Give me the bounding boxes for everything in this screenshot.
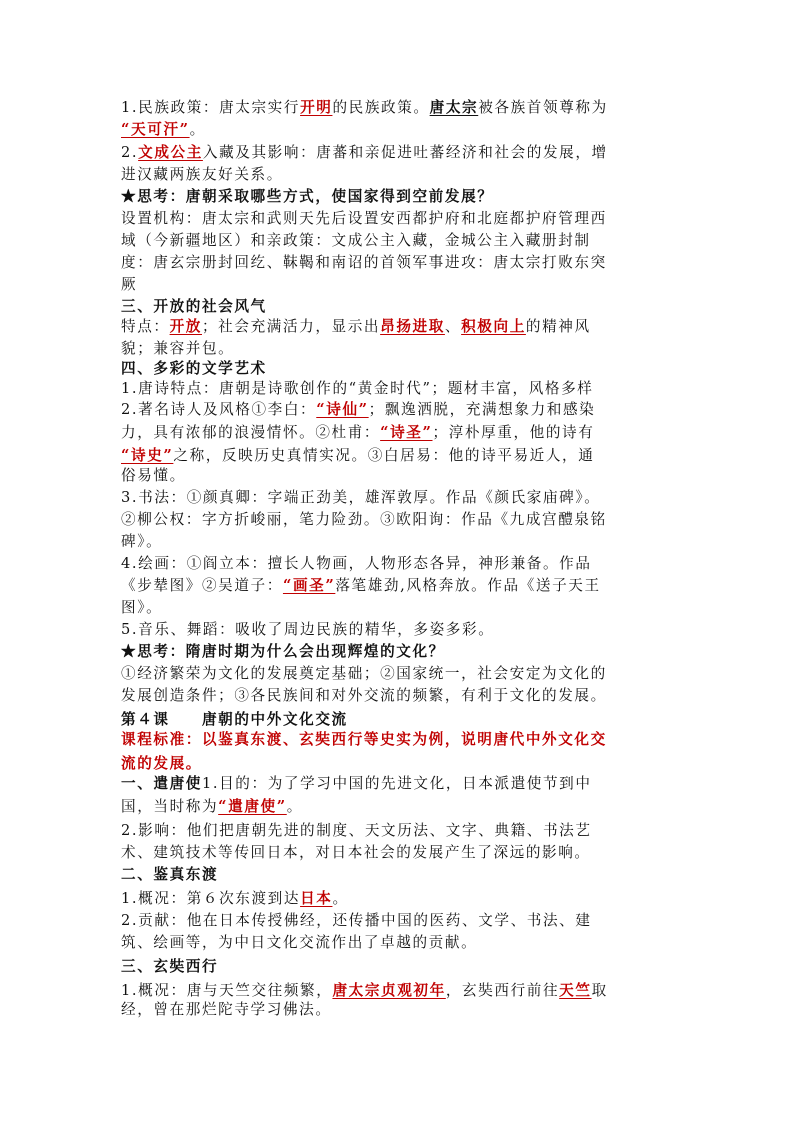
highlighted-term: 积极向上 bbox=[461, 318, 526, 335]
text-line bbox=[121, 187, 493, 207]
text-run: 。 bbox=[189, 121, 206, 138]
text-run: 二、鉴真东渡 bbox=[121, 866, 219, 883]
text-run: ②柳公权：字方折峻丽，笔力险劲。③欧阳询：作品《九成宫醴泉铭 bbox=[121, 511, 607, 528]
text-run: 1.目的：为了学习中国的先进文化，日本派遣使节到中 bbox=[201, 775, 592, 792]
highlighted-term: 天竺 bbox=[559, 982, 592, 999]
text-line bbox=[121, 488, 600, 508]
highlighted-term: 日本 bbox=[300, 890, 333, 907]
text-line bbox=[121, 576, 601, 596]
text-run: 2. bbox=[121, 144, 139, 161]
text-line bbox=[121, 774, 592, 794]
text-line bbox=[121, 843, 591, 863]
highlighted-term: 流的发展。 bbox=[121, 755, 202, 772]
text-run: 发展创造条件；③各民族间和对外交流的频繁，有利于文化的发展。 bbox=[121, 687, 607, 704]
text-line bbox=[121, 466, 186, 486]
text-run: ；淳朴厚重，他的诗有 bbox=[432, 424, 595, 441]
text-run: 第４课 唐朝的中外文化交流 bbox=[121, 711, 348, 728]
text-run: 厥 bbox=[121, 276, 138, 293]
text-run: ①经济繁荣为文化的发展奠定基础；②国家统一，社会安定为文化的 bbox=[121, 665, 607, 682]
text-line bbox=[121, 532, 162, 552]
text-run: 。 bbox=[332, 890, 349, 907]
text-run: 1.概况：唐与天竺交往频繁， bbox=[121, 982, 333, 999]
text-line bbox=[121, 339, 234, 359]
text-line bbox=[121, 933, 477, 953]
text-line bbox=[121, 297, 267, 317]
text-run: 取 bbox=[591, 982, 608, 999]
text-run: 被各族首领尊称为 bbox=[478, 99, 608, 116]
text-run: 、 bbox=[444, 318, 462, 335]
text-run: 俗易懂。 bbox=[121, 467, 186, 484]
text-run: 貌；兼容并包。 bbox=[121, 340, 235, 357]
text-line bbox=[121, 143, 608, 163]
highlighted-term: “天可汗” bbox=[121, 121, 190, 138]
text-run: 四、多彩的文学艺术 bbox=[121, 360, 267, 377]
text-line bbox=[121, 165, 283, 185]
highlighted-term: 唐太宗贞观初年 bbox=[332, 982, 446, 999]
text-run: 进汉藏两族友好关系。 bbox=[121, 166, 283, 183]
text-run: 域（今新疆地区）和亲政策：文成公主入藏，金城公主入藏册封制 bbox=[121, 232, 591, 249]
text-run: 的精神风 bbox=[525, 318, 591, 335]
text-run: 4.绘画：①阎立本：擅长人物画，人物形态各异，神形兼备。作品 bbox=[121, 555, 592, 572]
text-run: 国，当时称为 bbox=[121, 798, 219, 815]
text-run: 筑、绘画等，为中日文化交流作出了卓越的贡献。 bbox=[121, 934, 478, 951]
text-run: ；社会充满活力，显示出 bbox=[201, 318, 381, 335]
text-line bbox=[121, 821, 592, 841]
text-line bbox=[121, 865, 218, 885]
text-run: 碑》。 bbox=[121, 533, 163, 550]
highlighted-term: 课程标准：以鉴真东渡、玄奘西行等史实为例，说明唐代中外文化交 bbox=[121, 731, 607, 748]
text-run: 设置机构：唐太宗和武则天先后设置安西都护府和北庭都护府管理西 bbox=[121, 210, 607, 227]
text-line bbox=[121, 209, 607, 229]
text-run: 特点： bbox=[121, 318, 170, 335]
highlighted-term: 唐太宗 bbox=[429, 99, 479, 116]
text-line bbox=[121, 620, 494, 640]
text-line bbox=[121, 730, 607, 750]
text-run: 入藏及其影响：唐蕃和亲促进吐蕃经济和社会的发展，增 bbox=[202, 144, 608, 161]
text-run: 三、玄奘西行 bbox=[121, 958, 219, 975]
text-line bbox=[121, 1000, 332, 1020]
text-run: 1.唐诗特点：唐朝是诗歌创作的“黄金时代”；题材丰富，风格多样 bbox=[121, 380, 594, 397]
text-line bbox=[121, 981, 608, 1001]
text-run: 5.音乐、舞蹈：吸收了周边民族的精华，多姿多彩。 bbox=[121, 621, 495, 638]
text-line bbox=[121, 797, 303, 817]
text-line bbox=[121, 423, 594, 443]
text-run: 2.著名诗人及风格①李白： bbox=[121, 401, 317, 418]
highlighted-term: “画圣” bbox=[282, 577, 336, 594]
text-line bbox=[121, 379, 593, 399]
text-line bbox=[121, 957, 218, 977]
text-line bbox=[121, 98, 608, 118]
text-run: 落笔雄劲,风格奔放。作品《送子天王 bbox=[335, 577, 601, 594]
text-run: 之称，反映历史真情实况。③白居易：他的诗平易近人，通 bbox=[173, 447, 595, 464]
highlighted-term: “诗仙” bbox=[316, 401, 369, 418]
text-run: 2.贡献：他在日本传授佛经，还传播中国的医药、文学、书法、建 bbox=[121, 912, 592, 929]
text-run: 1.民族政策：唐太宗实行 bbox=[121, 99, 301, 116]
text-line bbox=[121, 253, 607, 273]
text-line bbox=[121, 598, 162, 618]
text-line bbox=[121, 510, 607, 530]
text-run: 3.书法：①颜真卿：字端正劲美，雄浑敦厚。作品《颜氏家庙碑》。 bbox=[121, 489, 601, 506]
text-run: 度：唐玄宗册封回纥、靺鞨和南诏的首领军事进攻：唐太宗打败东突 bbox=[121, 254, 607, 271]
text-run: ★思考：隋唐时期为什么会出现辉煌的文化？ bbox=[121, 643, 445, 660]
highlighted-term: “诗圣” bbox=[380, 424, 433, 441]
text-run: ★思考：唐朝采取哪些方式，使国家得到空前发展？ bbox=[121, 188, 494, 205]
text-line bbox=[121, 317, 591, 337]
text-line bbox=[121, 554, 592, 574]
text-run: ；飘逸洒脱，充满想象力和感染 bbox=[368, 401, 596, 418]
highlighted-term: 昂扬进取 bbox=[380, 318, 445, 335]
text-line bbox=[121, 686, 607, 706]
text-run: 。 bbox=[286, 798, 303, 815]
text-run: 术、建筑技术等传回日本，对日本社会的发展产生了深远的影响。 bbox=[121, 844, 591, 861]
text-run: 三、开放的社会风气 bbox=[121, 298, 267, 315]
text-line bbox=[121, 231, 591, 251]
highlighted-term: 文成公主 bbox=[138, 144, 203, 161]
text-run: 1.概况：第６次东渡到达 bbox=[121, 890, 301, 907]
highlighted-term: “诗史” bbox=[121, 447, 174, 464]
text-run: 一、遣唐使 bbox=[121, 775, 202, 792]
text-line bbox=[121, 400, 595, 420]
text-line bbox=[121, 359, 267, 379]
text-line bbox=[121, 710, 348, 730]
text-run: 力，具有浓郁的浪漫情怀。②杜甫： bbox=[121, 424, 381, 441]
text-run: 的民族政策。 bbox=[332, 99, 430, 116]
text-line bbox=[121, 889, 349, 909]
highlighted-term: 开放 bbox=[169, 318, 202, 335]
text-run: 《步辇图》②吴道子： bbox=[121, 577, 283, 594]
text-line bbox=[121, 911, 592, 931]
text-run: 2.影响：他们把唐朝先进的制度、天文历法、文字、典籍、书法艺 bbox=[121, 822, 592, 839]
text-line bbox=[121, 275, 137, 295]
text-run: ，玄奘西行前往 bbox=[445, 982, 560, 999]
text-line bbox=[121, 754, 202, 774]
text-line bbox=[121, 664, 607, 684]
highlighted-term: 开明 bbox=[300, 99, 333, 116]
text-run: 经，曾在那烂陀寺学习佛法。 bbox=[121, 1001, 332, 1018]
highlighted-term: “遣唐使” bbox=[218, 798, 287, 815]
text-line bbox=[121, 120, 206, 140]
text-line bbox=[121, 446, 594, 466]
text-line bbox=[121, 642, 445, 662]
text-run: 图》。 bbox=[121, 599, 163, 616]
